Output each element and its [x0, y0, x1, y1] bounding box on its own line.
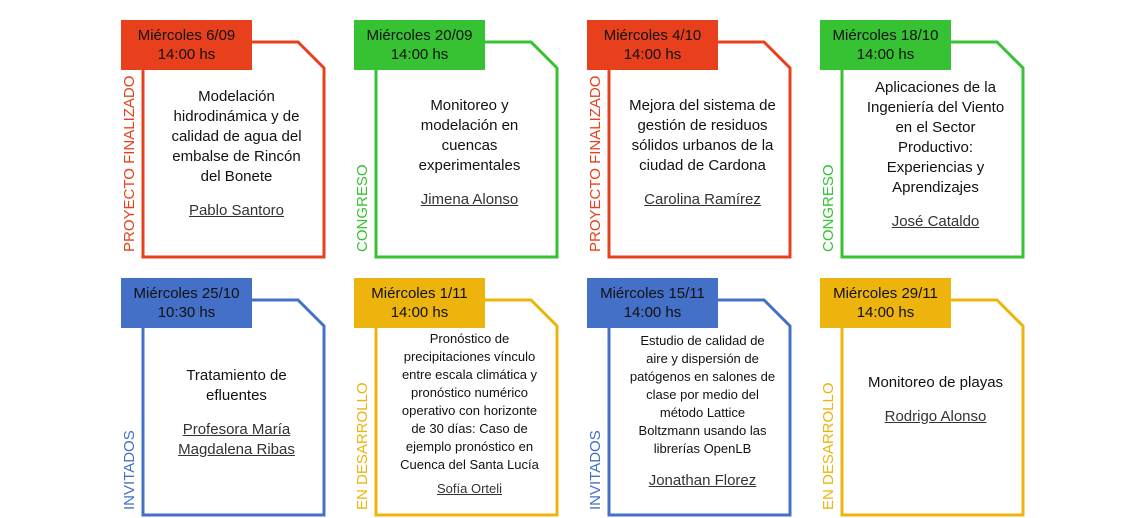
- speaker-link[interactable]: Pablo Santoro: [188, 202, 285, 219]
- talk-title: Tratamiento de efluentes: [186, 367, 287, 404]
- card-date: Miércoles 1/11: [371, 285, 468, 302]
- date-tag: [354, 278, 485, 328]
- card-date: Miércoles 4/10: [603, 27, 702, 44]
- speaker-link[interactable]: Jonathan Florez: [648, 472, 757, 489]
- talk-title: Mejora del sistema de gestión de residuos sólidos urbanos de la ciudad de Cardona: [629, 97, 776, 174]
- card-body: [396, 96, 543, 210]
- card-date: Miércoles 18/10: [832, 27, 939, 44]
- seminar-card: Miércoles 18/10 14:00 hs CONGRESO Aplicaciones de la Ingeniería del Viento en el Sector Productivo: Experiencias y Aprendizajes José Cataldo: [820, 20, 1025, 260]
- card-time: 14:00 hs: [623, 46, 682, 63]
- card-time: 14:00 hs: [390, 46, 449, 63]
- date-tag: [820, 278, 951, 328]
- date-tag: [587, 20, 718, 70]
- card-date: Miércoles 25/10: [133, 285, 240, 302]
- card-time: 14:00 hs: [856, 304, 915, 321]
- talk-title: Monitoreo de playas: [867, 374, 1004, 391]
- date-tag: [587, 278, 718, 328]
- card-time: 10:30 hs: [157, 304, 216, 321]
- talk-title: Modelación hidrodinámica y de calidad de agua del embalse de Rincón del Bonete: [171, 88, 302, 185]
- card-body: [862, 373, 1009, 427]
- card-body: [396, 330, 543, 498]
- card-date: Miércoles 20/09: [366, 27, 473, 44]
- card-body: [163, 87, 310, 221]
- date-tag: [121, 278, 252, 328]
- date-tag: [820, 20, 951, 70]
- card-time: 14:00 hs: [157, 46, 216, 63]
- card-body: [629, 96, 776, 210]
- card-time: 14:00 hs: [856, 46, 915, 63]
- speaker-link[interactable]: Rodrigo Alonso: [884, 408, 987, 425]
- talk-title: Pronóstico de precipitaciones vínculo entre escala climática y pronóstico numérico operativo con horizonte de 30 días: Caso de ejemplo pronóstico en Cuenca del Santa Lucía: [400, 331, 539, 472]
- card-time: 14:00 hs: [623, 304, 682, 321]
- card-date: Miércoles 29/11: [833, 285, 938, 302]
- seminar-card: Miércoles 15/11 14:00 hs INVITADOS Estudio de calidad de aire y dispersión de patógenos en salones de clase por medio del método Lattice Boltzmann usando las librerías OpenLB Jonathan Florez: [587, 278, 792, 518]
- speaker-link[interactable]: Sofía Orteli: [436, 481, 503, 496]
- card-time: 14:00 hs: [390, 304, 449, 321]
- card-body: [163, 366, 310, 460]
- card-body: [629, 332, 776, 490]
- date-tag: [354, 20, 485, 70]
- talk-title: Estudio de calidad de aire y dispersión de patógenos en salones de clase por medio del método Lattice Boltzmann usando las librerías OpenLB: [629, 333, 776, 456]
- seminar-card: Miércoles 25/10 10:30 hs INVITADOS Tratamiento de efluentes Profesora María Magdalena Ribas: [121, 278, 326, 518]
- talk-title: Aplicaciones de la Ingeniería del Viento en el Sector Productivo: Experiencias y Aprendizajes: [866, 79, 1005, 196]
- card-body: [862, 78, 1009, 232]
- speaker-link[interactable]: Carolina Ramírez: [644, 191, 761, 208]
- date-tag: [121, 20, 252, 70]
- talk-title: Monitoreo y modelación en cuencas experimentales: [418, 97, 521, 174]
- seminar-card: Miércoles 6/09 14:00 hs PROYECTO FINALIZADO Modelación hidrodinámica y de calidad de agua del embalse de Rincón del Bonete Pablo Santoro: [121, 20, 326, 260]
- seminar-card: Miércoles 29/11 14:00 hs EN DESARROLLO Monitoreo de playas Rodrigo Alonso: [820, 278, 1025, 518]
- speaker-link[interactable]: Profesora María Magdalena Ribas: [178, 421, 295, 458]
- seminar-card: Miércoles 1/11 14:00 hs EN DESARROLLO Pronóstico de precipitaciones vínculo entre escala climática y pronóstico numérico operativo con horizonte de 30 días: Caso de ejemplo pronóstico en Cuenca del Santa Lucía Sofía Orteli: [354, 278, 559, 518]
- seminar-card: Miércoles 20/09 14:00 hs CONGRESO Monitoreo y modelación en cuencas experimentales Jimena Alonso: [354, 20, 559, 260]
- speaker-link[interactable]: José Cataldo: [891, 213, 980, 230]
- speaker-link[interactable]: Jimena Alonso: [420, 191, 519, 208]
- seminar-card: Miércoles 4/10 14:00 hs PROYECTO FINALIZADO Mejora del sistema de gestión de residuos sólidos urbanos de la ciudad de Cardona Carolina Ramírez: [587, 20, 792, 260]
- card-date: Miércoles 6/09: [137, 27, 236, 44]
- card-date: Miércoles 15/11: [600, 285, 705, 302]
